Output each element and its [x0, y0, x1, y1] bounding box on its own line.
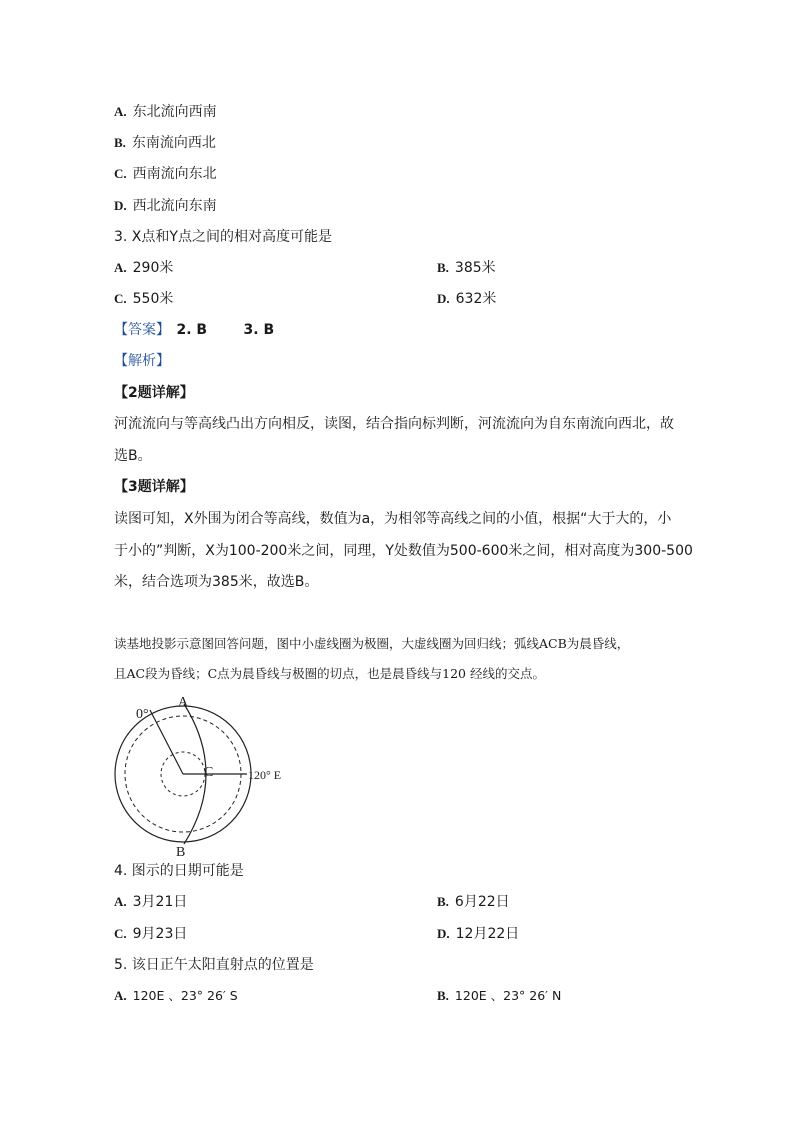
label-c: C	[204, 765, 214, 780]
option-text: 西北流向东南	[132, 198, 217, 214]
q3-option-a	[114, 258, 173, 278]
label-a: A	[178, 695, 189, 710]
option-label: A.	[114, 260, 127, 275]
option-label: D.	[437, 926, 450, 941]
option-text: 西南流向东北	[132, 166, 217, 182]
q4-option-d	[437, 924, 519, 944]
option-text: 632米	[455, 291, 497, 307]
option-label: B.	[437, 260, 449, 275]
option-text: 290米	[132, 260, 174, 276]
option-text: 385米	[454, 260, 496, 276]
q4-option-b	[437, 892, 510, 912]
q5-option-b	[437, 986, 561, 1006]
option-label: B.	[114, 135, 126, 150]
q5-stem: 5. 该日正午太阳直射点的位置是	[114, 957, 314, 973]
detail3-line3: 米，结合选项为385米，故选B。	[114, 574, 319, 590]
q4-option-c	[114, 924, 187, 944]
q4-stem: 4. 图示的日期可能是	[114, 863, 244, 879]
label-0-degree: 0°	[136, 707, 149, 722]
option-label: C.	[114, 926, 127, 941]
label-b: B	[176, 845, 186, 860]
answer-item-2: 2. B	[176, 322, 208, 338]
option-label: B.	[437, 894, 449, 909]
detail2-title: 【2题详解】	[114, 385, 194, 401]
analysis-label: 【解析】	[114, 353, 170, 369]
label-120e: 120° E	[248, 768, 282, 782]
option-label: B.	[437, 988, 449, 1003]
q3-option-d	[437, 289, 496, 309]
option-label: C.	[114, 291, 127, 306]
detail2-line2: 选B。	[114, 448, 152, 464]
option-text: 3月21日	[132, 894, 188, 910]
q5-option-a	[114, 986, 238, 1006]
option-text: 550米	[132, 291, 174, 307]
answer-line	[114, 320, 274, 340]
q3-option-b	[437, 258, 496, 278]
option-label: D.	[437, 291, 450, 306]
option-label: C.	[114, 166, 127, 181]
intro-line2: 且AC段为昏线；C点为晨昏线与极圈的切点，也是晨昏线与120 经线的交点。	[114, 666, 545, 681]
option-label: A.	[114, 988, 127, 1003]
detail3-title: 【3题详解】	[114, 479, 194, 495]
detail3-line2: 于小的”判断，X为100-200米之间，同理，Y处数值为500-600米之间，相对高度为300-500	[114, 543, 693, 559]
option-text: 120E 、23° 26′ S	[132, 988, 238, 1003]
q4-option-a	[114, 892, 187, 912]
intro-line1: 读基地投影示意图回答问题，图中小虚线圈为极圈，大虚线圈为回归线；弧线ACB为晨昏线，	[114, 636, 630, 651]
q3-stem: 3. X点和Y点之间的相对高度可能是	[114, 229, 332, 245]
answer-item-3: 3. B	[243, 322, 275, 338]
q2-option-d	[114, 196, 217, 216]
polar-projection-figure	[110, 690, 310, 860]
q2-option-b	[114, 133, 216, 153]
option-text: 9月23日	[132, 926, 188, 942]
option-text: 东南流向西北	[131, 135, 216, 151]
option-text: 12月22日	[455, 926, 520, 942]
option-text: 6月22日	[454, 894, 510, 910]
option-text: 东北流向西南	[132, 104, 217, 120]
detail2-line1: 河流流向与等高线凸出方向相反，读图，结合指向标判断，河流流向为自东南流向西北，故	[114, 416, 674, 432]
option-label: A.	[114, 104, 127, 119]
meridian-0	[150, 710, 183, 774]
detail3-line1: 读图可知，X外围为闭合等高线，数值为a，为相邻等高线之间的小值，根据“大于大的，小	[114, 511, 672, 527]
q2-option-a	[114, 102, 217, 122]
q2-option-c	[114, 164, 217, 184]
option-text: 120E 、23° 26′ N	[454, 988, 562, 1003]
option-label: A.	[114, 894, 127, 909]
q3-option-c	[114, 289, 173, 309]
answer-label: 【答案】	[114, 322, 170, 338]
option-label: D.	[114, 198, 127, 213]
